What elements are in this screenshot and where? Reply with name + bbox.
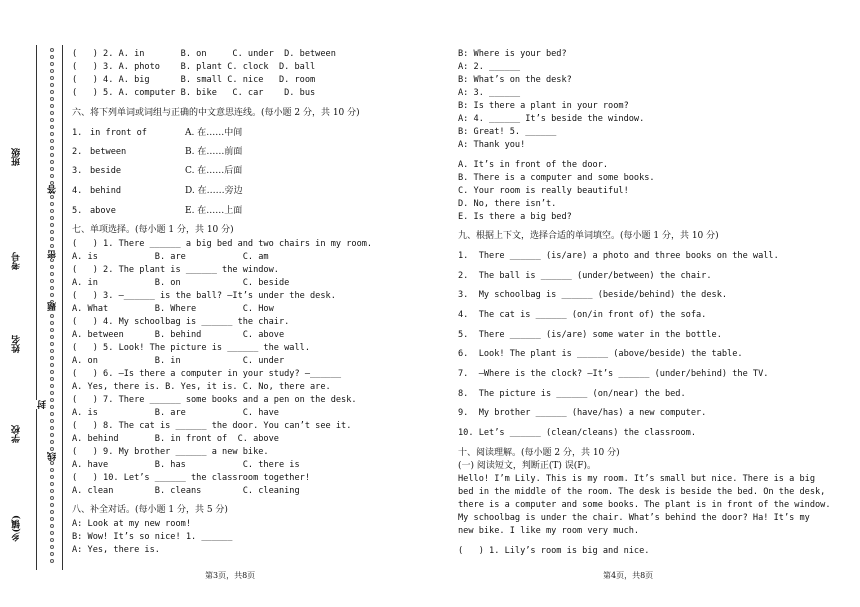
page-footer-right: 第4页，共8页 bbox=[603, 571, 654, 580]
section-6-title: 六、将下列单词或词组与正确的中文意思连线。(每小题 2 分，共 10 分) bbox=[72, 108, 360, 118]
s7-line-12: A. Yes, there is. B. Yes, it is. C. No, there are. bbox=[72, 382, 331, 392]
s7-line-2: A. is B. are C. am bbox=[72, 252, 269, 262]
binding-hole-dot bbox=[50, 370, 54, 374]
binding-hole-dot bbox=[50, 104, 54, 108]
dialog-line-8: A: Thank you! bbox=[458, 140, 526, 150]
s9-item-7: 7. —Where is the clock? —It’s ______ (under/behind) the TV. bbox=[458, 369, 769, 379]
binding-hole-dot bbox=[50, 139, 54, 143]
binding-hole-dot bbox=[50, 286, 54, 290]
binding-hole-dot bbox=[50, 62, 54, 66]
binding-hole-dot bbox=[50, 398, 54, 402]
binding-hole-dot bbox=[50, 433, 54, 437]
binding-hole-dot bbox=[50, 496, 54, 500]
s7-line-17: ( ) 9. My brother ______ a new bike. bbox=[72, 447, 269, 457]
s8-line-3: A: Yes, there is. bbox=[72, 545, 160, 555]
passage-line-4: My schoolbag is under the chair. What’s behind the door? Ha! It’s my bbox=[458, 513, 810, 523]
binding-hole-dot bbox=[50, 510, 54, 514]
match-num-2: 2. bbox=[72, 147, 83, 157]
q5-item-4: ( ) 4. A. big B. small C. nice D. room bbox=[72, 75, 316, 85]
exam-number-label: 考号 bbox=[12, 252, 22, 270]
binding-hole-dot bbox=[50, 538, 54, 542]
dialog-line-4: A: 3. ______ bbox=[458, 88, 521, 98]
binding-hole-dot bbox=[50, 321, 54, 325]
s9-item-8: 8. The picture is ______ (on/near) the bed. bbox=[458, 389, 686, 399]
school-label: 学校 bbox=[12, 425, 22, 443]
binding-hole-dot bbox=[50, 167, 54, 171]
s8-line-1: A: Look at my new room! bbox=[72, 519, 191, 529]
binding-hole-dot bbox=[50, 55, 54, 59]
binding-hole-dot bbox=[50, 202, 54, 206]
dialog-line-6: A: 4. ______ It’s beside the window. bbox=[458, 114, 645, 124]
s7-line-13: ( ) 7. There ______ some books and a pen on the desk. bbox=[72, 395, 357, 405]
binding-hole-dot bbox=[50, 272, 54, 276]
s7-line-20: A. clean B. cleans C. cleaning bbox=[72, 486, 300, 496]
option-c: C. Your room is really beautiful! bbox=[458, 186, 629, 196]
match-num-4: 4. bbox=[72, 186, 83, 196]
s9-item-6: 6. Look! The plant is ______ (above/beside) the table. bbox=[458, 349, 743, 359]
q5-item-2: ( ) 2. A. in B. on C. under D. between bbox=[72, 49, 336, 59]
binding-hole-dot bbox=[50, 335, 54, 339]
binding-hole-dot bbox=[50, 195, 54, 199]
section-8-title: 八、补全对话。(每小题 1 分，共 5 分) bbox=[72, 505, 228, 515]
s7-line-18: A. have B. has C. there is bbox=[72, 460, 300, 470]
binding-hole-dot bbox=[50, 146, 54, 150]
binding-hole-dot bbox=[50, 384, 54, 388]
page-footer-left: 第3页，共8页 bbox=[205, 571, 256, 580]
match-cn-4: D. 在……旁边 bbox=[185, 186, 243, 196]
s9-item-4: 4. The cat is ______ (on/in front of) the sofa. bbox=[458, 310, 707, 320]
seal-char-mi: 密 bbox=[48, 250, 58, 259]
s9-item-3: 3. My schoolbag is ______ (beside/behind) the desk. bbox=[458, 290, 728, 300]
seal-char-da: 答 bbox=[48, 185, 58, 194]
s7-line-15: ( ) 8. The cat is ______ the door. You can’t see it. bbox=[72, 421, 352, 431]
binding-hole-dot bbox=[50, 174, 54, 178]
option-e: E. Is there a big bed? bbox=[458, 212, 572, 222]
s9-item-5: 5. There ______ (is/are) some water in the bottle. bbox=[458, 330, 722, 340]
passage-line-2: bed in the middle of the room. The desk is beside the bed. On the desk, bbox=[458, 487, 826, 497]
option-d: D. No, there isn’t. bbox=[458, 199, 557, 209]
binding-hole-dot bbox=[50, 377, 54, 381]
passage-line-3: there is a computer and some books. The plant is in front of the window. bbox=[458, 500, 831, 510]
binding-hole-dot bbox=[50, 468, 54, 472]
binding-hole-dot bbox=[50, 391, 54, 395]
s7-line-1: ( ) 1. There ______ a big bed and two chairs in my room. bbox=[72, 239, 373, 249]
s8-line-2: B: Wow! It’s so nice! 1. ______ bbox=[72, 532, 233, 542]
binding-hole-dot bbox=[50, 265, 54, 269]
match-cn-1: A. 在……中间 bbox=[185, 128, 243, 138]
binding-hole-dot bbox=[50, 342, 54, 346]
passage-line-1: Hello! I’m Lily. This is my room. It’s small but nice. There is a big bbox=[458, 474, 815, 484]
s7-line-5: ( ) 3. —______ is the ball? —It’s under the desk. bbox=[72, 291, 336, 301]
binding-hole-dot bbox=[50, 531, 54, 535]
binding-hole-dot bbox=[50, 223, 54, 227]
q5-item-5: ( ) 5. A. computer B. bike C. car D. bus bbox=[72, 88, 316, 98]
binding-hole-dot bbox=[50, 125, 54, 129]
binding-hole-dot bbox=[50, 244, 54, 248]
s7-line-11: ( ) 6. —Is there a computer in your study? —______ bbox=[72, 369, 342, 379]
binding-hole-dot bbox=[50, 552, 54, 556]
binding-hole-dot bbox=[50, 293, 54, 297]
dialog-line-7: B: Great! 5. ______ bbox=[458, 127, 557, 137]
match-en-1: in front of bbox=[90, 128, 147, 138]
binding-hole-dot bbox=[50, 503, 54, 507]
seal-char-xian: 线 bbox=[48, 452, 58, 461]
option-a: A. It’s in front of the door. bbox=[458, 160, 609, 170]
s7-line-4: A. in B. on C. beside bbox=[72, 278, 290, 288]
match-cn-5: E. 在……上面 bbox=[185, 206, 243, 216]
binding-line-outer bbox=[36, 45, 37, 570]
binding-hole-dot bbox=[50, 475, 54, 479]
binding-hole-dot bbox=[50, 461, 54, 465]
binding-hole-dot bbox=[50, 209, 54, 213]
binding-hole-dot bbox=[50, 83, 54, 87]
seal-char-ti: 题 bbox=[48, 302, 58, 311]
s7-line-19: ( ) 10. Let’s ______ the classroom together! bbox=[72, 473, 310, 483]
dialog-line-3: B: What’s on the desk? bbox=[458, 75, 572, 85]
binding-hole-dot bbox=[50, 405, 54, 409]
seal-char-feng: 封 bbox=[38, 400, 48, 409]
binding-hole-dot bbox=[50, 111, 54, 115]
name-label: 姓名 bbox=[12, 335, 22, 353]
binding-hole-dot bbox=[50, 545, 54, 549]
match-en-3: beside bbox=[90, 166, 122, 176]
section-10-title: 十、阅读理解。(每小题 2 分，共 10 分) bbox=[458, 448, 620, 458]
binding-hole-dot bbox=[50, 356, 54, 360]
binding-hole-dot bbox=[50, 97, 54, 101]
match-cn-2: B. 在……前面 bbox=[185, 147, 243, 157]
binding-hole-dot bbox=[50, 363, 54, 367]
s9-item-10: 10. Let’s ______ (clean/cleans) the classroom. bbox=[458, 428, 696, 438]
s9-item-9: 9. My brother ______ (have/has) a new computer. bbox=[458, 408, 707, 418]
binding-hole-dot bbox=[50, 132, 54, 136]
q5-item-3: ( ) 3. A. photo B. plant C. clock D. ball bbox=[72, 62, 316, 72]
class-label: 班级 bbox=[12, 148, 22, 166]
s9-item-2: 2. The ball is ______ (under/between) the chair. bbox=[458, 271, 712, 281]
binding-hole-dot bbox=[50, 69, 54, 73]
binding-hole-dot bbox=[50, 447, 54, 451]
binding-hole-dot bbox=[50, 440, 54, 444]
section-10-subtitle: (一) 阅读短文，判断正(T) 误(F)。 bbox=[458, 461, 597, 471]
binding-hole-dot bbox=[50, 328, 54, 332]
binding-hole-dot bbox=[50, 419, 54, 423]
reading-q1: ( ) 1. Lily’s room is big and nice. bbox=[458, 546, 650, 556]
binding-hole-dot bbox=[50, 349, 54, 353]
match-en-2: between bbox=[90, 147, 127, 157]
binding-line-inner bbox=[62, 45, 63, 570]
binding-hole-dot bbox=[50, 314, 54, 318]
town-label: 乡(镇) bbox=[12, 515, 22, 542]
s7-line-9: ( ) 5. Look! The picture is ______ the wall. bbox=[72, 343, 310, 353]
match-en-4: behind bbox=[90, 186, 122, 196]
dialog-line-1: B: Where is your bed? bbox=[458, 49, 567, 59]
binding-hole-dot bbox=[50, 482, 54, 486]
binding-hole-dot bbox=[50, 230, 54, 234]
s7-line-6: A. What B. Where C. How bbox=[72, 304, 274, 314]
binding-hole-dot bbox=[50, 153, 54, 157]
s7-line-14: A. is B. are C. have bbox=[72, 408, 279, 418]
binding-hole-dot bbox=[50, 237, 54, 241]
match-num-3: 3. bbox=[72, 166, 83, 176]
binding-hole-dot bbox=[50, 517, 54, 521]
match-num-5: 5. bbox=[72, 206, 83, 216]
binding-hole-dot bbox=[50, 489, 54, 493]
section-7-title: 七、单项选择。(每小题 1 分，共 10 分) bbox=[72, 225, 234, 235]
s9-item-1: 1. There ______ (is/are) a photo and three books on the wall. bbox=[458, 251, 779, 261]
binding-hole-dot bbox=[50, 48, 54, 52]
s7-line-10: A. on B. in C. under bbox=[72, 356, 285, 366]
s7-line-8: A. between B. behind C. above bbox=[72, 330, 285, 340]
option-b: B. There is a computer and some books. bbox=[458, 173, 655, 183]
section-9-title: 九、根据上下文，选择合适的单词填空。(每小题 1 分，共 10 分) bbox=[458, 231, 719, 241]
s7-line-7: ( ) 4. My schoolbag is ______ the chair. bbox=[72, 317, 290, 327]
dialog-line-5: B: Is there a plant in your room? bbox=[458, 101, 629, 111]
match-cn-3: C. 在……后面 bbox=[185, 166, 243, 176]
binding-hole-dot bbox=[50, 216, 54, 220]
binding-hole-dot bbox=[50, 426, 54, 430]
s7-line-16: A. behind B. in front of C. above bbox=[72, 434, 279, 444]
binding-hole-dot bbox=[50, 160, 54, 164]
binding-hole-dot bbox=[50, 524, 54, 528]
binding-hole-dot bbox=[50, 76, 54, 80]
binding-hole-dot bbox=[50, 412, 54, 416]
binding-hole-dot bbox=[50, 90, 54, 94]
binding-hole-dot bbox=[50, 559, 54, 563]
binding-hole-dot bbox=[50, 118, 54, 122]
binding-hole-dot bbox=[50, 279, 54, 283]
dialog-line-2: A: 2. ______ bbox=[458, 62, 521, 72]
match-num-1: 1. bbox=[72, 128, 83, 138]
match-en-5: above bbox=[90, 206, 116, 216]
passage-line-5: new bike. I like my room very much. bbox=[458, 526, 640, 536]
s7-line-3: ( ) 2. The plant is ______ the window. bbox=[72, 265, 279, 275]
